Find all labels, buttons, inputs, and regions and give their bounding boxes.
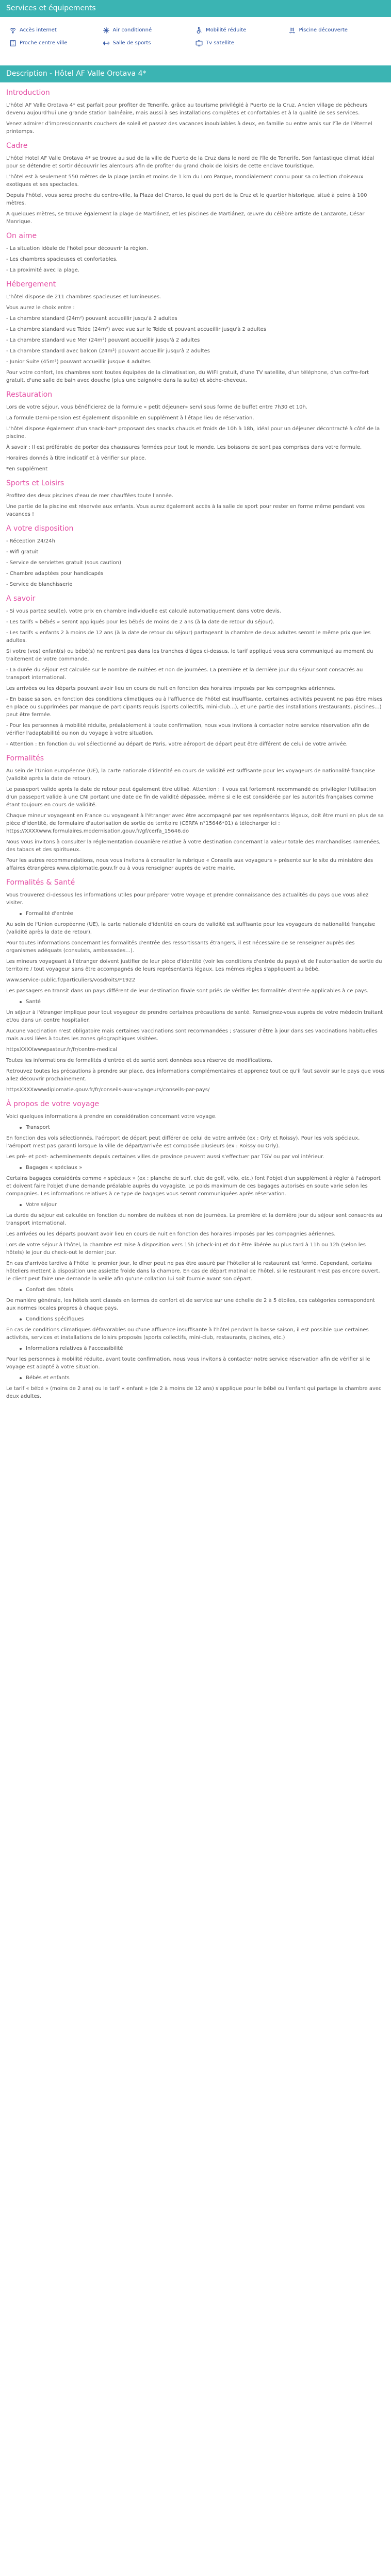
amenity-item [9, 39, 103, 47]
paragraph: - Les tarifs « bébés » seront appliqués pour les bébés de moins de 2 ans (à la date de retour du séjour). [6, 619, 274, 625]
paragraph: Venez admirer d'impressionnants couchers de soleil et passez des vacances inoubliables à deux, en famille ou entre amis sur l'île de l'éternel printemps. [6, 121, 372, 134]
paragraph: - Attention : En fonction du vol sélectionné au départ de Paris, votre aéroport de départ peut être différent de celui de votre arrivée. [6, 741, 348, 747]
paragraph: Chaque mineur voyageant en France ou voyageant à l'étranger avec être accompagné par ses représentants légaux, doit être muni en plus de sa pièce d'identité, de formulaire d'autorisation de sortie de territoire (CERFA n°15646*01) à télécharger ici : https://XXXXwww.formulaires.modernisation.gouv.fr/gf/cerfa_15646.do [6, 813, 384, 834]
amenity-label: Piscine découverte [299, 27, 348, 33]
paragraph: L'hôtel dispose de 211 chambres spacieuses et lumineuses. [6, 294, 161, 300]
bullet-dot [20, 1001, 22, 1003]
paragraph: Depuis l'hôtel, vous serez proche du centre-ville, la Plaza del Charco, le quai du port de la Cruz et le quartier historique, situé à peine à 100 mètres. [6, 193, 367, 206]
paragraph: L'hôtel Hotel AF Valle Orotava 4* se trouve au sud de la ville de Puerto de la Cruz dans le nord de l'île de Tenerife. Son fantastique climat idéal pour se détendre et sortir découvrir les alentours afin de profiter du grand choix de loisirs de cette enclave touristique. [6, 156, 374, 169]
amenity-label: Mobilité réduite [206, 27, 247, 33]
bullet-item [20, 1345, 385, 1352]
paragraph: De manière générale, les hôtels sont classés en termes de confort et de service sur une échelle de 2 à 5 étoiles, ces catégories correspondent aux normes locales propres à chaque pays. [6, 1298, 375, 1311]
paragraph: - La chambre standard (24m²) pouvant accueillir jusqu'à 2 adultes [6, 316, 177, 321]
section-title: Formalités & Santé [6, 878, 75, 887]
wheelchair-icon [196, 27, 203, 34]
paragraph: - Réception 24/24h [6, 538, 55, 544]
paragraph: - En basse saison, en fonction des conditions climatiques ou à l'affluence de l'hôtel est insuffisante, certaines activités peuvent ne pas être mises en place ou supprimées par manque de participants requis (sports collectifs, mini-club...), et une partie des installations (restaurants, piscines...) peut être fermée. [6, 697, 383, 718]
paragraph: - La proximité avec la plage. [6, 267, 80, 273]
paragraph: Les mineurs voyageant à l'étranger doivent justifier de leur pièce d'identité (voir les conditions d'entrée du pays) et de l'autorisation de sortie du territoire / tout voyageur sans être accompagnés de leurs représentants légaux. Les mêmes règles s'appliquent au bébé. [6, 959, 382, 972]
paragraph: httpsXXXXwwwdiplomatie.gouv.fr/fr/conseils-aux-voyageurs/conseils-par-pays/ [6, 1087, 210, 1093]
paragraph: Retrouvez toutes les précautions à prendre sur place, des informations complémentaires et apprenez tout ce qu'il faut savoir sur le pays que vous allez découvrir prochainement. [6, 1069, 385, 1082]
bullet-item [20, 1374, 385, 1382]
paragraph: Lors de votre séjour, vous bénéficierez de la formule « petit déjeuner» servi sous forme de buffet entre 7h30 et 10h. [6, 404, 307, 410]
bullet-text: Transport [26, 1125, 50, 1130]
bullet-text: Bagages « spéciaux » [26, 1165, 83, 1171]
paragraph: Les pré- et post- acheminements depuis certaines villes de province peuvent aussi s'effectuer par TGV ou par vol intérieur. [6, 1154, 324, 1160]
paragraph: Le tarif « bébé » (moins de 2 ans) ou le tarif « enfant » (de 2 à moins de 12 ans) s'applique pour le bébé ou l'enfant qui partage la chambre avec deux adultes. [6, 1386, 382, 1399]
paragraph: Au sein de l'Union européenne (UE), la carte nationale d'identité en cours de validité est suffisante pour les voyageurs de nationalité française (validité après la date de retour). [6, 922, 376, 935]
paragraph: - La chambre standard avec balcon (24m²) pouvant accueillir jusqu'à 2 adultes [6, 348, 210, 354]
paragraph: - Les tarifs « enfants 2 à moins de 12 ans (à la date de retour du séjour) partageant la chambre de deux adultes seront le même prix que les adultes. [6, 630, 371, 643]
paragraph: - Les chambres spacieuses et confortables. [6, 257, 118, 262]
paragraph: - La chambre standard vue Mer (24m²) pouvant accueillir jusqu'à 2 adultes [6, 337, 200, 343]
amenity-item [196, 39, 289, 47]
paragraph: La durée du séjour est calculée en fonction du nombre de nuitées et non de journées. La première et la dernière jour du séjour sont consacrés au transport international. [6, 1213, 382, 1226]
paragraph: httpsXXXXwwwpasteur.fr/fr/centre-medical [6, 1047, 118, 1053]
paragraph: Vous aurez le choix entre : [6, 305, 75, 311]
amenity-label: Salle de sports [112, 40, 151, 46]
paragraph: Les arrivées ou les départs pouvant avoir lieu en cours de nuit en fonction des horaires imposés par les compagnies aériennes. [6, 1231, 336, 1237]
bullet-text: Conditions spécifiques [26, 1316, 84, 1322]
dumbbell-icon [103, 40, 110, 47]
bullet-dot [20, 1127, 22, 1129]
paragraph: Aucune vaccination n'est obligatoire mais certaines vaccinations sont recommandées ; s'assurer d'être à jour dans ses vaccinations habituelles mais aussi liées à toutes les zones géographiques visitées. [6, 1028, 378, 1042]
amenity-item [196, 26, 289, 34]
paragraph: - Junior Suite (45m²) pouvant accueillir jusque 4 adultes [6, 359, 151, 365]
description-content [0, 88, 391, 1408]
bullet-dot [20, 1377, 22, 1379]
section-title: A savoir [6, 595, 36, 603]
bullet-dot [20, 1348, 22, 1350]
tv-icon [196, 40, 203, 47]
paragraph: Profitez des deux piscines d'eau de mer chauffées toute l'année. [6, 493, 174, 499]
bullet-dot [20, 1167, 22, 1169]
paragraph: En fonction des vols sélectionnés, l'aéroport de départ peut différer de celui de votre arrivée (ex : Orly et Roissy). Pour les vols spéciaux, l'aéroport n'est pas garanti lorsque la ville de départ/arrivée est composée plusieurs (ex : Roissy ou Orly). [6, 1136, 360, 1149]
paragraph: Vous trouverez ci-dessous les informations utiles pour préparer votre voyage et prendre connaissance des actualités du pays que vous allez visiter. [6, 892, 369, 906]
bullet-text: Bébés et enfants [26, 1375, 70, 1381]
amenity-item [289, 26, 382, 34]
amenity-label: Air conditionné [112, 27, 152, 33]
bullet-dot [20, 1289, 22, 1291]
paragraph: Si votre (vos) enfant(s) ou bébé(s) ne rentrent pas dans les tranches d'âges ci-dessus, le tarif appliqué vous sera communiqué au moment du traitement de votre commande. [6, 649, 373, 662]
bullet-item [20, 998, 385, 1006]
bullet-text: Santé [26, 999, 41, 1005]
paragraph: Pour les personnes à mobilité réduite, avant toute confirmation, nous vous invitons à contacter notre service réservation afin de vérifier si le voyage est adapté à votre situation. [6, 1357, 370, 1370]
section-title: Cadre [6, 142, 28, 150]
paragraph: Voici quelques informations à prendre en considération concernant votre voyage. [6, 1114, 217, 1120]
paragraph: Au sein de l'Union européenne (UE), la carte nationale d'identité en cours de validité est suffisante pour les voyageurs de nationalité française (validité après la date de retour). [6, 768, 376, 782]
paragraph: À savoir : Il est préférable de porter des chaussures fermées pour tout le monde. Les boissons de sont pas comprises dans votre formule. [6, 445, 362, 450]
paragraph: L'hôtel est à seulement 550 mètres de la plage Jardin et moins de 1 km du Loro Parque, mondialement connu pour sa collection d'oiseaux exotiques et ses spectacles. [6, 174, 364, 188]
paragraph: Les arrivées ou les départs pouvant avoir lieu en cours de nuit en fonction des horaires imposés par les compagnies aériennes. [6, 686, 336, 691]
bullet-text: Formalité d'entrée [26, 911, 73, 917]
bullet-item [20, 1286, 385, 1294]
paragraph: www.service-public.fr/particuliers/vosdroits/F1922 [6, 977, 136, 983]
paragraph: Une partie de la piscine est réservée aux enfants. Vous aurez également accès à la salle de sport pour rester en forme même pendant vos vacances ! [6, 504, 365, 517]
paragraph: Pour les autres recommandations, nous vous invitons à consulter la rubrique « Conseils aux voyageurs » présente sur le site du ministère des affaires étrangères www.diplomatie.gouv.fr ou à vous renseigner auprès de votre mairie. [6, 858, 373, 871]
paragraph: En cas de conditions climatiques défavorables ou d'une affluence insuffisante à l'hôtel pendant la basse saison, il est possible que certaines activités, services et installations de loisirs proposés (sports collectifs, mini-club, restaurants, piscines, etc.) [6, 1327, 369, 1341]
section-title: Formalités [6, 754, 44, 762]
paragraph: - La situation idéale de l'hôtel pour découvrir la région. [6, 246, 149, 251]
paragraph: - Chambre adaptées pour handicapés [6, 571, 104, 577]
paragraph: - Pour les personnes à mobilité réduite, préalablement à toute confirmation, nous vous invitons à contacter notre service réservation afin de vérifier l'adaptabilité ou non du voyage à votre situation. [6, 723, 369, 736]
paragraph: *en supplément [6, 466, 47, 472]
paragraph: - Si vous partez seul(e), votre prix en chambre individuelle est calculé automatiquement dans votre devis. [6, 608, 281, 614]
paragraph: Lors de votre séjour à l'hôtel, la chambre est mise à disposition vers 15h (check-in) et doit être libérée au plus tard à 11h ou 12h (selon les hôtels) le jour du check-out le dernier jour. [6, 1242, 366, 1256]
paragraph: À quelques mètres, se trouve également la plage de Martiánez, et les piscines de Martiánez, œuvre du célèbre artiste de Lanzarote, César Manrique. [6, 211, 365, 225]
amenity-label: Tv satellite [206, 40, 235, 46]
paragraph: Toutes les informations de formalités d'entrée et de santé sont données sous réserve de modifications. [6, 1058, 273, 1063]
services-band: Services et équipements [0, 0, 391, 17]
paragraph: Les passagers en transit dans un pays différent de leur destination finale sont priés de vérifier les formalités d'entrée applicables à ce pays. [6, 988, 369, 994]
section-title: Restauration [6, 391, 53, 399]
amenity-item [103, 26, 196, 34]
paragraph: Certains bagages considérés comme « spéciaux » (ex : planche de surf, club de golf, vélo, etc.) font l'objet d'un supplément à régler à l'aéroport et doivent faire l'objet d'une demande préalable auprès du voyagiste. Le poids maximum de ces bagages autorisés en soute varie selon les compagnies. Les informations relatives à ce type de bagages vous seront communiquées après réservation. [6, 1176, 381, 1197]
section-title: À propos de votre voyage [6, 1100, 100, 1108]
bullet-dot [20, 1204, 22, 1206]
paragraph: L'hôtel AF Valle Orotava 4* est parfait pour profiter de Tenerife, grâce au tourisme privilégié à Puerto de la Cruz. Ancien village de pêcheurs devenu aujourd'hui une grande station balnéaire, mais aussi à ses installations complètes et confortables et à la qualité de ses services. [6, 103, 368, 116]
bullet-text: Informations relatives à l'accessibilité [26, 1346, 123, 1351]
bullet-text: Confort des hôtels [26, 1287, 73, 1293]
paragraph: - Wifi gratuit [6, 549, 39, 555]
paragraph: Pour toutes informations concernant les formalités d'entrée des ressortissants étrangers, il est nécessaire de se renseigner auprès des organismes adéquats (consulats, ambassades...). [6, 940, 355, 954]
paragraph: Horaires donnés à titre indicatif et à vérifier sur place. [6, 455, 146, 461]
bullet-item [20, 1124, 385, 1131]
amenity-label: Proche centre ville [20, 40, 68, 46]
snowflake-icon [103, 27, 110, 34]
section-title: Introduction [6, 89, 50, 97]
building-icon [9, 40, 17, 47]
paragraph: Nous vous invitons à consulter la réglementation douanière relative à votre destination concernant la valeur totale des marchandises ramenées, des tabacs et des spiritueux. [6, 839, 381, 853]
bullet-item [20, 1315, 385, 1323]
paragraph: - Service de serviettes gratuit (sous caution) [6, 560, 122, 566]
section-title: Sports et Loisirs [6, 479, 64, 487]
paragraph: - La chambre standard vue Teide (24m²) avec vue sur le Teide et pouvant accueillir jusqu'à 2 adultes [6, 327, 267, 332]
paragraph: - La durée du séjour est calculée sur le nombre de nuitées et non de journées. La première et la dernière jour du séjour sont consacrés au transport international. [6, 667, 363, 681]
section-title: Hébergement [6, 280, 56, 289]
bullet-dot [20, 913, 22, 915]
bullet-item [20, 1164, 385, 1172]
paragraph: En cas d'arrivée tardive à l'hôtel le premier jour, le dîner peut ne pas être assuré par l'hôtelier si le restaurant est fermé. Cependant, certains hôteliers mettent à disposition une assiette froide dans la chambre. En cas de départ matinal de l'hôtel, si le restaurant n'est pas encore ouvert, le client peut faire une demande la veille afin qu'une collation lui soit fournie avant son départ. [6, 1261, 380, 1282]
wifi-icon [9, 27, 17, 34]
bullet-dot [20, 1318, 22, 1320]
amenities-grid [6, 21, 385, 54]
paragraph: Un séjour à l'étranger implique pour tout voyageur de prendre certaines précautions de santé. Renseignez-vous auprès de votre médecin traitant et/ou dans un centre hospitalier. [6, 1010, 383, 1023]
paragraph: La formule Demi-pension est également disponible en supplément à l'étape lieu de réservation. [6, 415, 254, 421]
paragraph: Le passeport valide après la date de retour peut également être utilisé. Attention : il vous est fortement recommandé de privilégier l'utilisation d'un passeport valide à une CNI portant une date de fin de validité dépassée, même si elle est considérée par les autorités françaises comme étant toujours en cours de validité. [6, 787, 377, 808]
section-title: On aime [6, 232, 37, 240]
bullet-text: Votre séjour [26, 1202, 57, 1208]
paragraph: - Service de blanchisserie [6, 582, 73, 587]
section-title: A votre disposition [6, 524, 74, 533]
amenity-item [9, 26, 103, 34]
bullet-item [20, 910, 385, 918]
amenity-item [103, 39, 196, 47]
paragraph: Pour votre confort, les chambres sont toutes équipées de la climatisation, du WIFI gratuit, d'une TV satellite, d'un téléphone, d'un coffre-fort gratuit, d'une salle de bain avec douche (plus une baignoire dans la suite) et sèche-cheveux. [6, 370, 369, 383]
paragraph: L'hôtel dispose également d'un snack-bar* proposant des snacks chauds et froids de 10h à 18h, idéal pour un déjeuner décontracté à côté de la piscine. [6, 426, 380, 439]
pool-icon [289, 27, 296, 34]
amenity-label: Accès internet [20, 27, 57, 33]
description-band: Description - Hôtel AF Valle Orotava 4* [0, 65, 391, 82]
bullet-item [20, 1201, 385, 1209]
